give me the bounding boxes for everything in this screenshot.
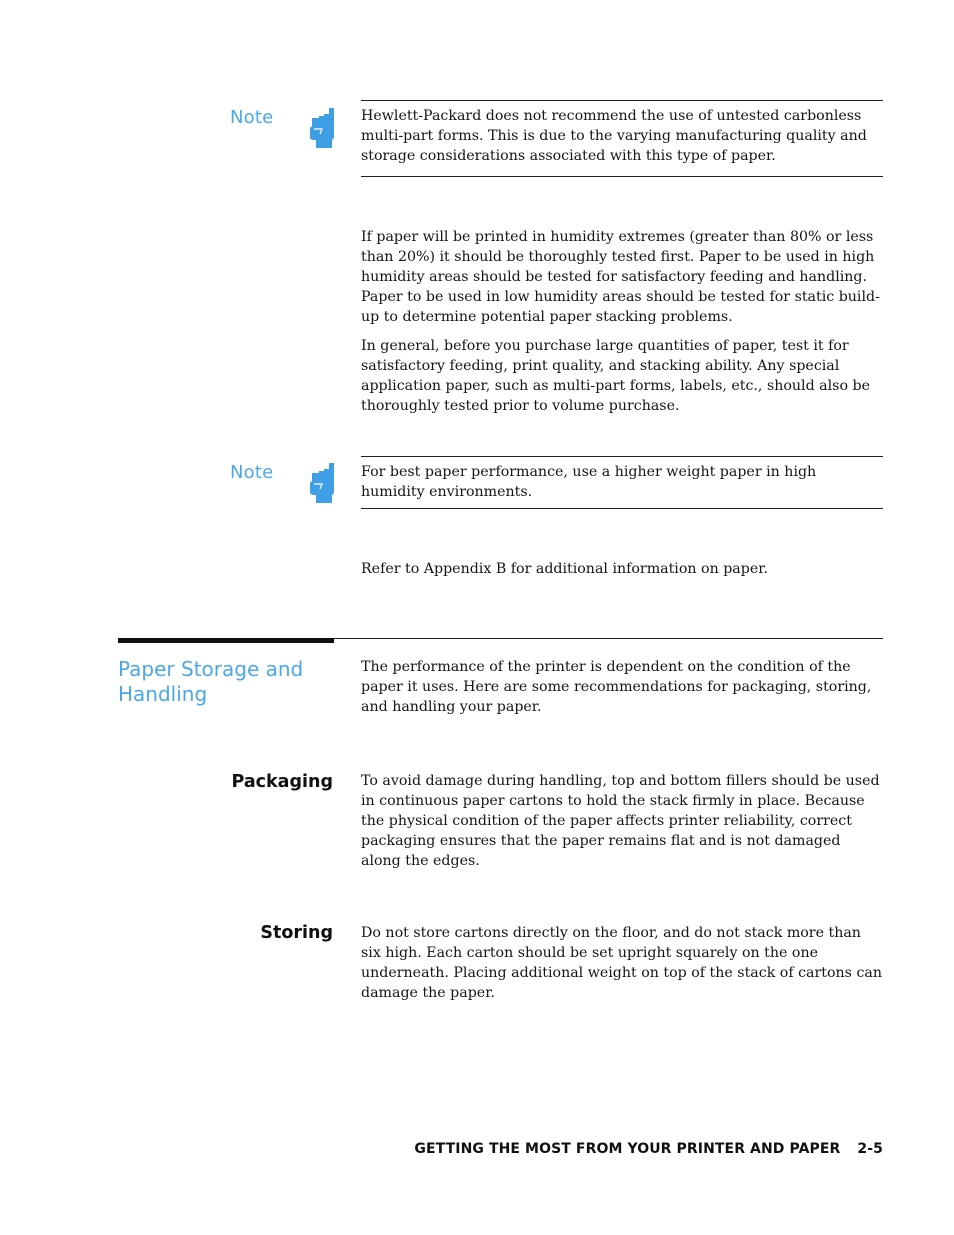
note-top-rule — [361, 100, 883, 101]
pointing-hand-icon — [308, 463, 336, 505]
pointing-hand-icon — [308, 108, 336, 150]
section-title-line: Handling — [118, 682, 208, 706]
section-title — [118, 657, 348, 707]
note-bottom-rule — [361, 508, 883, 509]
section-intro: The performance of the printer is dependent on the condition of the paper it uses. Here are some recommendations for packaging, storing, and handling your paper. — [361, 659, 872, 715]
storing-heading: Storing — [260, 923, 333, 943]
running-title: GETTING THE MOST FROM YOUR PRINTER AND PAPER — [414, 1141, 841, 1157]
section-title-line: Paper Storage and — [118, 657, 304, 681]
appendix-reference: Refer to Appendix B for additional information on paper. — [361, 561, 768, 577]
note-text: Hewlett-Packard does not recommend the use of untested carbonless multi-part forms. This is due to the varying manufacturing quality and storage considerations associated with this type of paper. — [361, 108, 867, 164]
note-top-rule — [361, 456, 883, 457]
page-footer — [414, 1141, 883, 1157]
note-label: Note — [230, 107, 274, 128]
note-label: Note — [230, 462, 274, 483]
page-number: 2-5 — [857, 1141, 883, 1157]
packaging-text: To avoid damage during handling, top and bottom fillers should be used in continuous paper cartons to hold the stack firmly in place. Because the physical condition of the paper affects printer reliability, correct packaging ensures that the paper remains flat and is not damaged along the edges. — [361, 773, 880, 869]
section-divider-thin — [334, 638, 883, 639]
packaging-heading: Packaging — [231, 772, 333, 792]
humidity-paragraph: If paper will be printed in humidity extremes (greater than 80% or less than 20%) it should be thoroughly tested first. Paper to be used in high humidity areas should be tested for satisfactory feeding and handling. Paper to be used in low humidity areas should be tested for static build-up to determine potential paper stacking problems. — [361, 229, 880, 325]
note-bottom-rule — [361, 176, 883, 177]
purchase-paragraph: In general, before you purchase large quantities of paper, test it for satisfactory feeding, print quality, and stacking ability. Any special application paper, such as multi-part forms, labels, etc., should also be thoroughly tested prior to volume purchase. — [361, 338, 870, 414]
section-divider-thick — [118, 638, 334, 643]
note-text: For best paper performance, use a higher weight paper in high humidity environments. — [361, 464, 817, 500]
storing-text: Do not store cartons directly on the floor, and do not stack more than six high. Each carton should be set upright squarely on the one underneath. Placing additional weight on top of the stack of cartons can damage the paper. — [361, 925, 882, 1001]
